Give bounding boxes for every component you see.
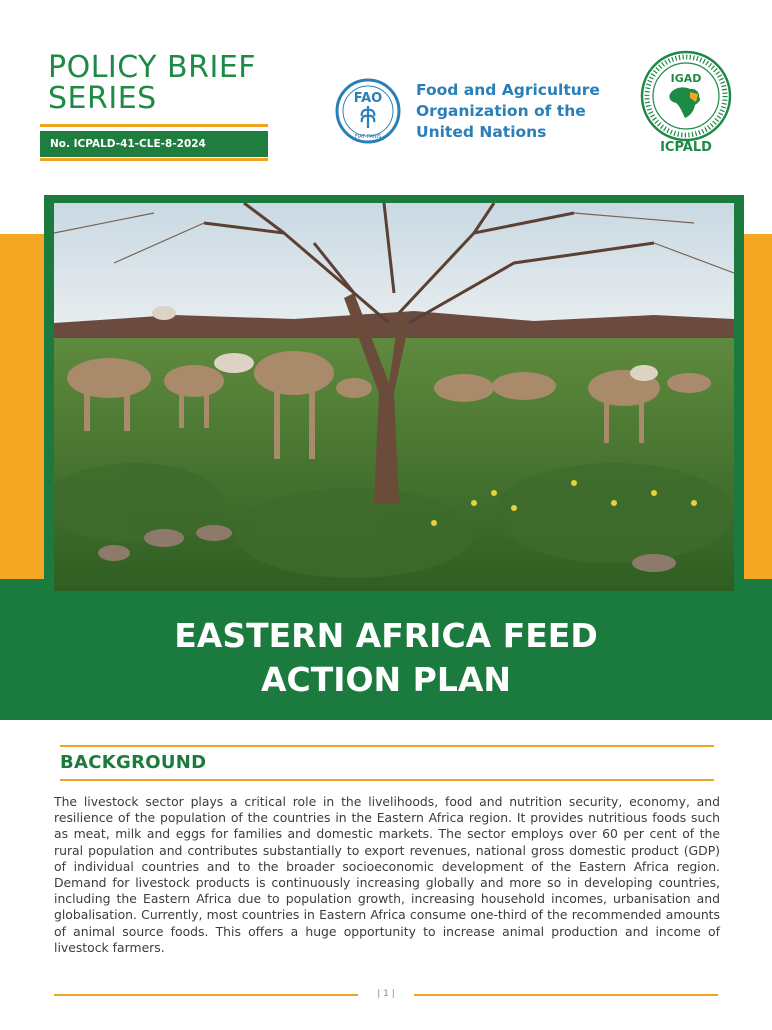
page-number: | 1 |: [377, 989, 395, 999]
orange-band-left: [0, 234, 44, 579]
cover-photo: [54, 203, 734, 591]
fao-motto: FIAT PANIS: [354, 134, 382, 140]
document-title-line2: ACTION PLAN: [260, 660, 512, 699]
orange-band-right: [744, 234, 772, 579]
footer-rule-right: [414, 994, 718, 996]
fao-logo-letters: FAO: [353, 91, 383, 106]
document-title-line1: EASTERN AFRICA FEED: [174, 616, 598, 655]
section-rule-bottom: [60, 779, 714, 781]
series-title: [48, 52, 288, 114]
background-paragraph: The livestock sector plays a critical role in the livelihoods, food and nutrition security, economy, and resilience of the population of the countries in the Eastern Africa region. It provides nutritious foods such as meat, milk and eggs for families and domestic markets. The sector employs over 60 per cent of the rural population and contributes substantially to export revenues, national gross domestic product (GDP) of individual countries and to the broader socioeconomic development of the Eastern Africa region. Demand for livestock products is continuously increasing globally and more so in developing countries, including the Eastern Africa due to population growth, increasing household incomes, urbanisation and globalisation. Currently, most countries in Eastern Africa consume one-third of the recommended amounts of animal source foods. This offers a huge opportunity to increase animal production and income of livestock farmers.: [54, 794, 720, 955]
document-title: [0, 614, 772, 702]
series-title-line1: POLICY BRIEF: [48, 50, 257, 85]
fao-logo-icon: [332, 78, 404, 144]
fao-name-line1: Food and Agriculture: [416, 81, 600, 99]
section-heading: BACKGROUND: [60, 752, 207, 773]
brief-number-bar: No. ICPALD-41-CLE-8-2024: [40, 131, 268, 157]
igad-caption: ICPALD: [660, 140, 712, 155]
series-rule-top: [40, 124, 268, 127]
section-rule-top: [60, 745, 714, 747]
igad-logo-icon: [640, 50, 732, 142]
fao-name-line2: Organization of the: [416, 102, 586, 120]
fao-name-line3: United Nations: [416, 123, 547, 141]
fao-organization-name: [416, 80, 616, 143]
footer-rule-left: [54, 994, 358, 996]
igad-logo-letters: IGAD: [670, 72, 702, 85]
series-rule-bottom: [40, 158, 268, 161]
series-title-line2: SERIES: [48, 81, 157, 116]
